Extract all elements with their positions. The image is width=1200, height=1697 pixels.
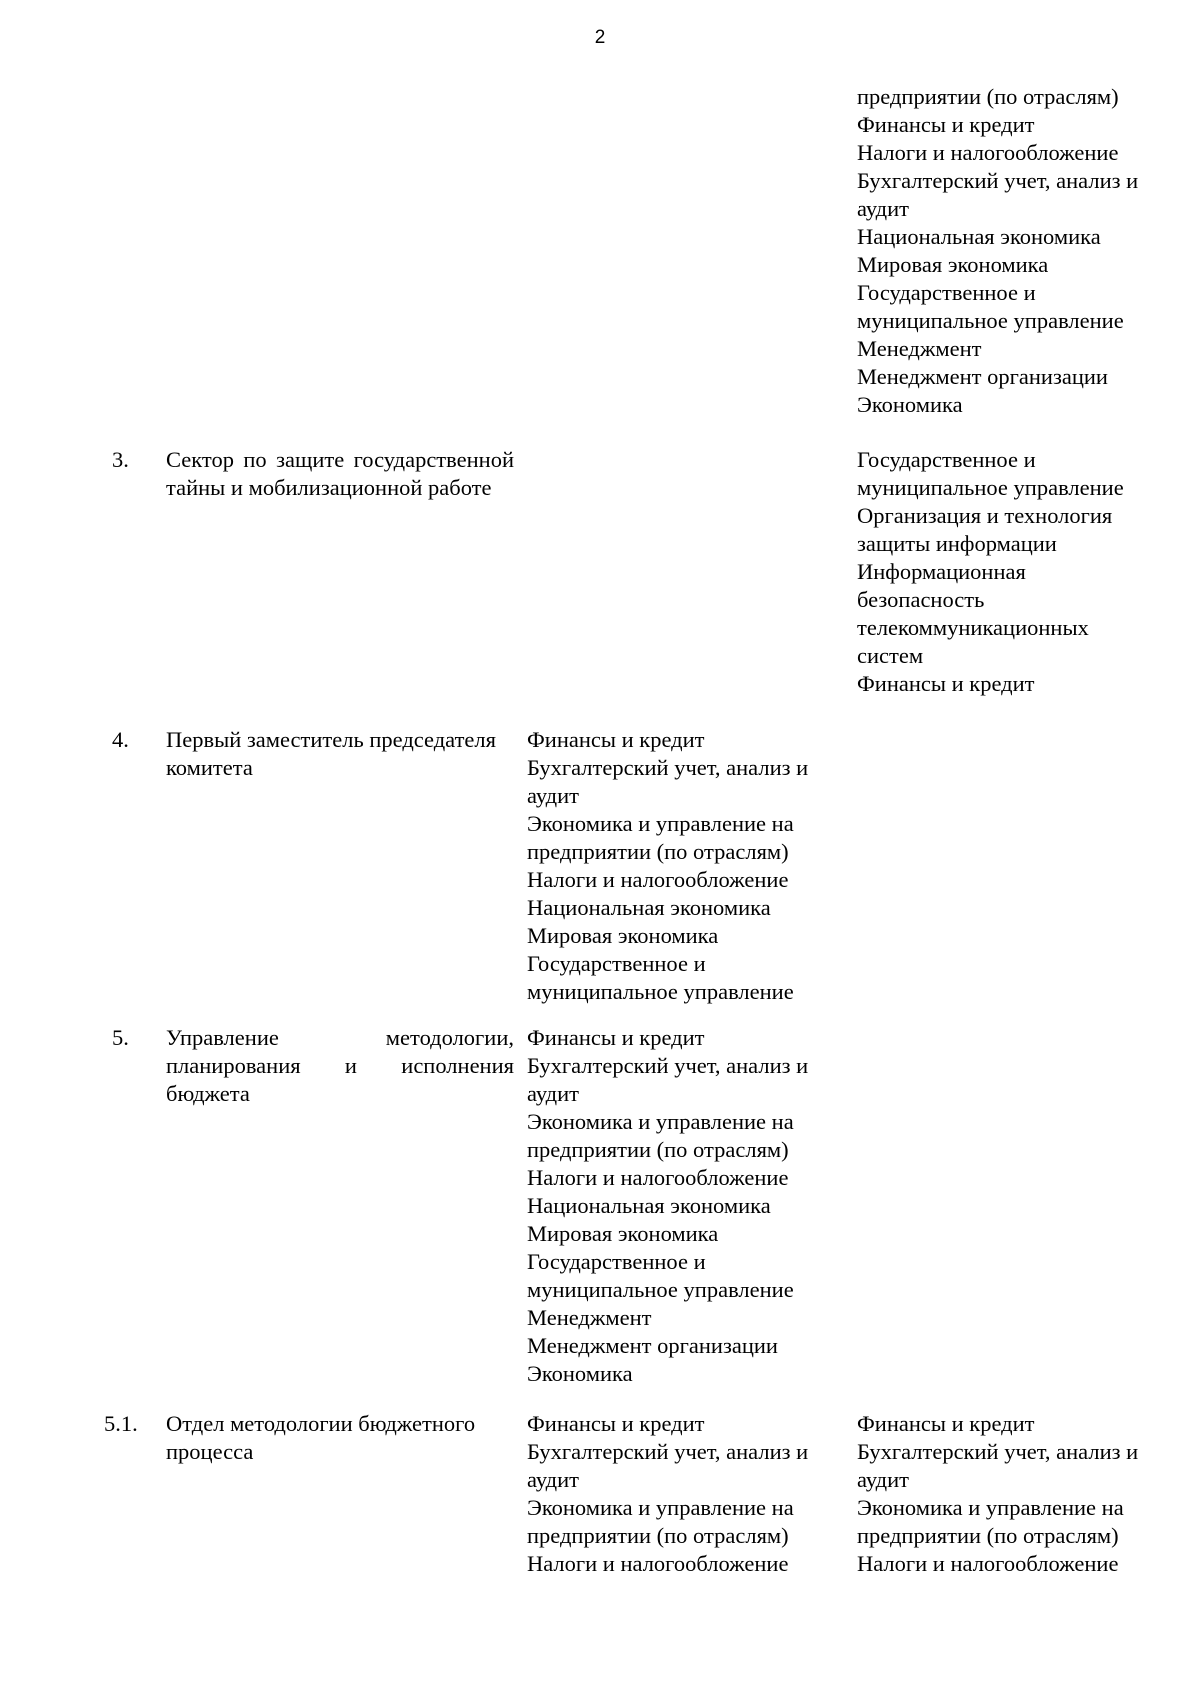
continuation-specialties [857, 83, 1175, 419]
required-specialties [527, 1024, 845, 1388]
specialty-line: Менеджмент организации [527, 1333, 778, 1358]
specialty-line: муниципальное управление [857, 475, 1124, 500]
specialty-line: Государственное и [857, 447, 1036, 472]
specialty-line: Экономика и управление на [527, 1109, 794, 1134]
row-number: 3. [112, 447, 129, 472]
specialty-line: Финансы и кредит [857, 671, 1035, 696]
specialty-line: аудит [527, 1467, 579, 1492]
required-specialties [527, 726, 845, 1006]
preferred-specialties [857, 1410, 1175, 1578]
specialty-line: Финансы и кредит [857, 112, 1035, 137]
specialty-line: аудит [527, 783, 579, 808]
specialty-line: Государственное и [857, 280, 1036, 305]
specialty-line: телекоммуникационных [857, 615, 1089, 640]
specialty-line: Финансы и кредит [527, 1411, 705, 1436]
specialty-line: Налоги и налогообложение [857, 140, 1119, 165]
specialty-line: Финансы и кредит [857, 1411, 1035, 1436]
specialty-line: Финансы и кредит [527, 1025, 705, 1050]
specialty-line: Государственное и [527, 1249, 706, 1274]
page-number: 2 [594, 27, 606, 48]
required-specialties [857, 446, 1175, 698]
specialty-line: предприятии (по отраслям) [527, 1137, 789, 1162]
specialty-line: Менеджмент [857, 336, 982, 361]
specialty-line: Налоги и налогообложение [527, 1165, 789, 1190]
specialty-line: Налоги и налогообложение [527, 1551, 789, 1576]
specialty-line: Экономика [527, 1361, 633, 1386]
specialty-line: аудит [857, 196, 909, 221]
specialty-line: Национальная экономика [527, 1193, 771, 1218]
department-name: Сектор по защите государственной тайны и мобилизационной работе [166, 447, 514, 500]
specialty-line: Государственное и [527, 951, 706, 976]
department-name: Отдел методологии бюджетного процесса [166, 1411, 476, 1464]
required-specialties [527, 1410, 845, 1578]
specialty-line: Экономика и управление на [527, 1495, 794, 1520]
specialty-line: Экономика [857, 392, 963, 417]
specialty-line: аудит [527, 1081, 579, 1106]
specialty-line: систем [857, 643, 924, 668]
specialty-line: безопасность [857, 587, 985, 612]
specialty-line: Мировая экономика [857, 252, 1049, 277]
specialty-line: Бухгалтерский учет, анализ и [857, 1439, 1139, 1464]
department-name: Управление методологии, планирования и исполнения бюджета [166, 1025, 514, 1106]
specialty-line: Бухгалтерский учет, анализ и [527, 755, 809, 780]
specialty-line: Налоги и налогообложение [857, 1551, 1119, 1576]
specialty-line: Финансы и кредит [527, 727, 705, 752]
specialty-line: Бухгалтерский учет, анализ и [527, 1053, 809, 1078]
specialty-line: Бухгалтерский учет, анализ и [857, 168, 1139, 193]
specialty-line: Мировая экономика [527, 923, 719, 948]
specialty-line: Мировая экономика [527, 1221, 719, 1246]
specialty-line: предприятии (по отраслям) [857, 1523, 1119, 1548]
specialty-line: Национальная экономика [527, 895, 771, 920]
row-number: 5.1. [104, 1411, 138, 1436]
specialty-line: Экономика и управление на [527, 811, 794, 836]
row-number: 5. [112, 1025, 129, 1050]
specialty-line: предприятии (по отраслям) [857, 84, 1119, 109]
specialty-line: муниципальное управление [527, 979, 794, 1004]
specialty-line: предприятии (по отраслям) [527, 839, 789, 864]
specialty-line: защиты информации [857, 531, 1057, 556]
specialty-line: Налоги и налогообложение [527, 867, 789, 892]
specialty-line: Менеджмент [527, 1305, 652, 1330]
specialty-line: Бухгалтерский учет, анализ и [527, 1439, 809, 1464]
specialty-line: Организация и технология [857, 503, 1113, 528]
specialty-line: Информационная [857, 559, 1026, 584]
row-number: 4. [112, 727, 129, 752]
specialty-line: муниципальное управление [857, 308, 1124, 333]
specialty-line: Национальная экономика [857, 224, 1101, 249]
department-name: Первый заместитель председателя комитета [166, 727, 496, 780]
specialty-line: аудит [857, 1467, 909, 1492]
specialty-line: муниципальное управление [527, 1277, 794, 1302]
specialty-line: Экономика и управление на [857, 1495, 1124, 1520]
specialty-line: предприятии (по отраслям) [527, 1523, 789, 1548]
specialty-line: Менеджмент организации [857, 364, 1108, 389]
